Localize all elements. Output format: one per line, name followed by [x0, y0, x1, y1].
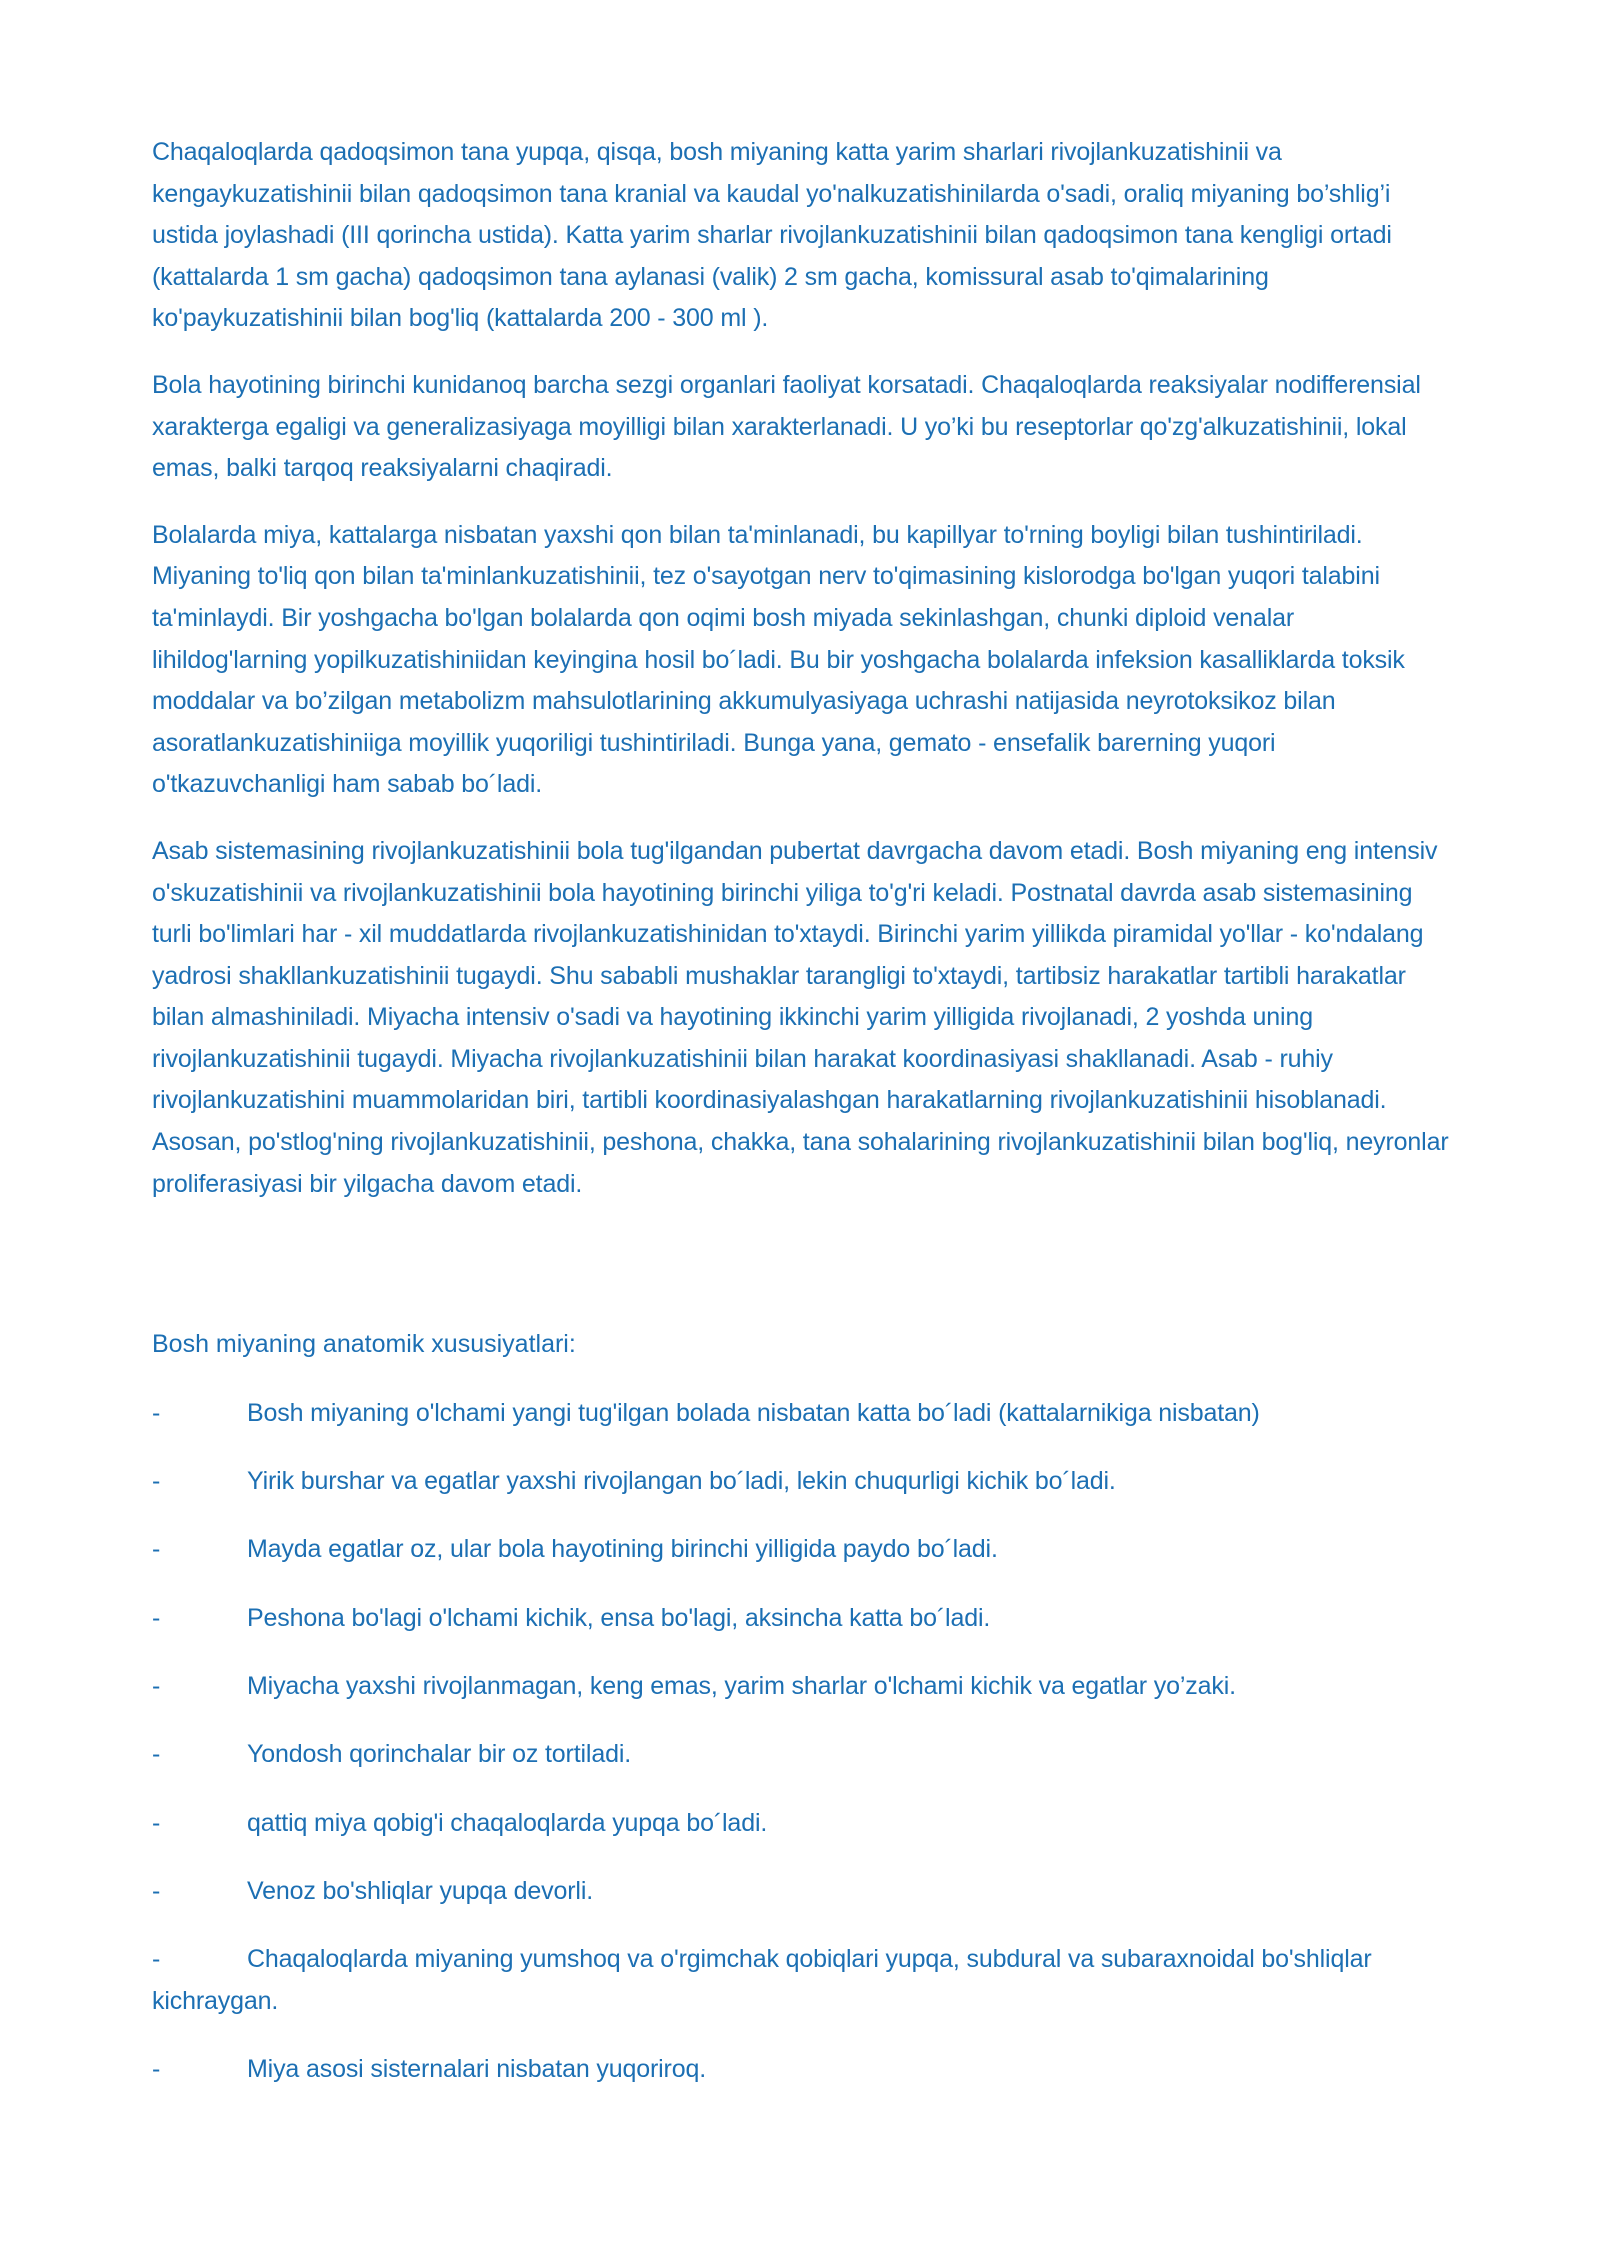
- spacer: [152, 1230, 1452, 1324]
- list-item-text: Miyacha yaxshi rivojlanmagan, keng emas, yarim sharlar o'lchami kichik va egatlar yo’zaki.: [247, 1671, 1236, 1700]
- bullet-dash: -: [152, 1398, 161, 1427]
- list-item-text: Miya asosi sisternalari nisbatan yuqoriroq.: [247, 2054, 707, 2083]
- bullet-dash: -: [152, 2054, 161, 2083]
- list-item-text: Bosh miyaning o'lchami yangi tug'ilgan bolada nisbatan katta bo´ladi (kattalarnikiga nisbatan): [247, 1398, 1260, 1427]
- list-item-text: Mayda egatlar oz, ular bola hayotining birinchi yilligida paydo bo´ladi.: [247, 1535, 998, 1564]
- list-item-text: Chaqaloqlarda miyaning yumshoq va o'rgimchak qobiqlari yupqa, subdural va subaraxnoidal bo'shliqlar kichraygan.: [152, 1945, 1372, 2015]
- bullet-dash: -: [152, 1945, 161, 1974]
- paragraph-sense-organs: Bola hayotining birinchi kunidanoq barcha sezgi organlari faoliyat korsatadi. Chaqaloqlarda reaksiyalar nodifferensial xarakterga egaligi va generalizasiyaga moyilligi bilan xarakterlanadi. U yo’ki bu reseptorlar qo'zg'alkuzatishinii, lokal emas, balki tarqoq reaksiyalarni chaqiradi.: [152, 370, 1421, 483]
- document-page: [152, 132, 1452, 2117]
- anatomical-features-list: [152, 1393, 1452, 2091]
- list-item-text: Yirik burshar va egatlar yaxshi rivojlangan bo´ladi, lekin chuqurligi kichik bo´ladi.: [247, 1467, 1116, 1496]
- list-item: [152, 1734, 1452, 1776]
- paragraph-nervous-system-development: Asab sistemasining rivojlankuzatishinii bola tug'ilgandan pubertat davrgacha davom etadi. Bosh miyaning eng intensiv o'skuzatishinii va rivojlankuzatishinii bola hayotining birinchi yiliga to'g'ri keladi. Postnatal davrda asab sistemasining turli bo'limlari har - xil muddatlarda rivojlankuzatishinidan to'xtaydi. Birinchi yarim yillikda piramidal yo'llar - ko'ndalang yadrosi shakllankuzatishinii tugaydi. Shu sababli mushaklar tarangligi to'xtaydi, tartibsiz harakatlar tartibli harakatlar bilan almashiniladi. Miyacha intensiv o'sadi va hayotining ikkinchi yarim yilligida rivojlanadi, 2 yoshda uning rivojlankuzatishinii tugaydi. Miyacha rivojlankuzatishinii bilan harakat koordinasiyasi shakllanadi. Asab - ruhiy rivojlankuzatishini muammolaridan biri, tartibli koordinasiyalashgan harakatlarning rivojlankuzatishinii hisoblanadi. Asosan, po'stlog'ning rivojlankuzatishinii, peshona, chakka, tana sohalarining rivojlankuzatishinii bilan bog'liq, neyronlar proliferasiyasi bir yilgacha davom etadi.: [152, 836, 1449, 1198]
- paragraph-blood-supply: Bolalarda miya, kattalarga nisbatan yaxshi qon bilan ta'minlanadi, bu kapillyar to'rning boyligi bilan tushintiriladi. Miyaning to'liq qon bilan ta'minlankuzatishinii, tez o'sayotgan nerv to'qimasining kislorodga bo'lgan yuqori talabini ta'minlaydi. Bir yoshgacha bo'lgan bolalarda qon oqimi bosh miyada sekinlashgan, chunki diploid venalar lihildog'larning yopilkuzatishiniidan keyingina hosil bo´ladi. Bu bir yoshgacha bolalarda infeksion kasalliklarda toksik moddalar va bo’zilgan metabolizm mahsulotlarining akkumulyasiyaga uchrashi natijasida neyrotoksikoz bilan asoratlankuzatishiniiga moyillik yuqoriligi tushintiriladi. Bunga yana, gemato - ensefalik barerning yuqori o'tkazuvchanligi ham sabab bo´ladi.: [152, 520, 1405, 799]
- list-item: [152, 1598, 1452, 1640]
- list-item: [152, 1803, 1452, 1845]
- bullet-dash: -: [152, 1740, 161, 1769]
- list-item: [152, 1939, 1452, 2022]
- section-heading: Bosh miyaning anatomik xususiyatlari:: [152, 1330, 576, 1359]
- list-item: [152, 1529, 1452, 1571]
- list-item-text: qattiq miya qobig'i chaqaloqlarda yupqa bo´ladi.: [247, 1808, 768, 1837]
- list-item-text: Yondosh qorinchalar bir oz tortiladi.: [247, 1740, 632, 1769]
- bullet-dash: -: [152, 1603, 161, 1632]
- paragraph-corpus-callosum: Chaqaloqlarda qadoqsimon tana yupqa, qisqa, bosh miyaning katta yarim sharlari rivojlankuzatishinii va kengaykuzatishinii bilan qadoqsimon tana kranial va kaudal yo'nalkuzatishinilarda o'sadi, oraliq miyaning bo’shlig’i ustida joylashadi (III qorincha ustida). Katta yarim sharlar rivojlankuzatishinii bilan qadoqsimon tana kengligi ortadi (kattalarda 1 sm gacha) qadoqsimon tana aylanasi (valik) 2 sm gacha, komissural asab to'qimalarining ko'paykuzatishinii bilan bog'liq (kattalarda 200 - 300 ml ).: [152, 138, 1392, 333]
- list-item: [152, 1461, 1452, 1503]
- list-item: [152, 2049, 1452, 2091]
- bullet-dash: -: [152, 1467, 161, 1496]
- bullet-dash: -: [152, 1808, 161, 1837]
- bullet-dash: -: [152, 1671, 161, 1700]
- list-item-text: Venoz bo'shliqlar yupqa devorli.: [247, 1876, 594, 1905]
- bullet-dash: -: [152, 1876, 161, 1905]
- list-item: [152, 1871, 1452, 1913]
- bullet-dash: -: [152, 1535, 161, 1564]
- list-item: [152, 1666, 1452, 1708]
- list-item-text: Peshona bo'lagi o'lchami kichik, ensa bo'lagi, aksincha katta bo´ladi.: [247, 1603, 991, 1632]
- list-item: [152, 1393, 1452, 1435]
